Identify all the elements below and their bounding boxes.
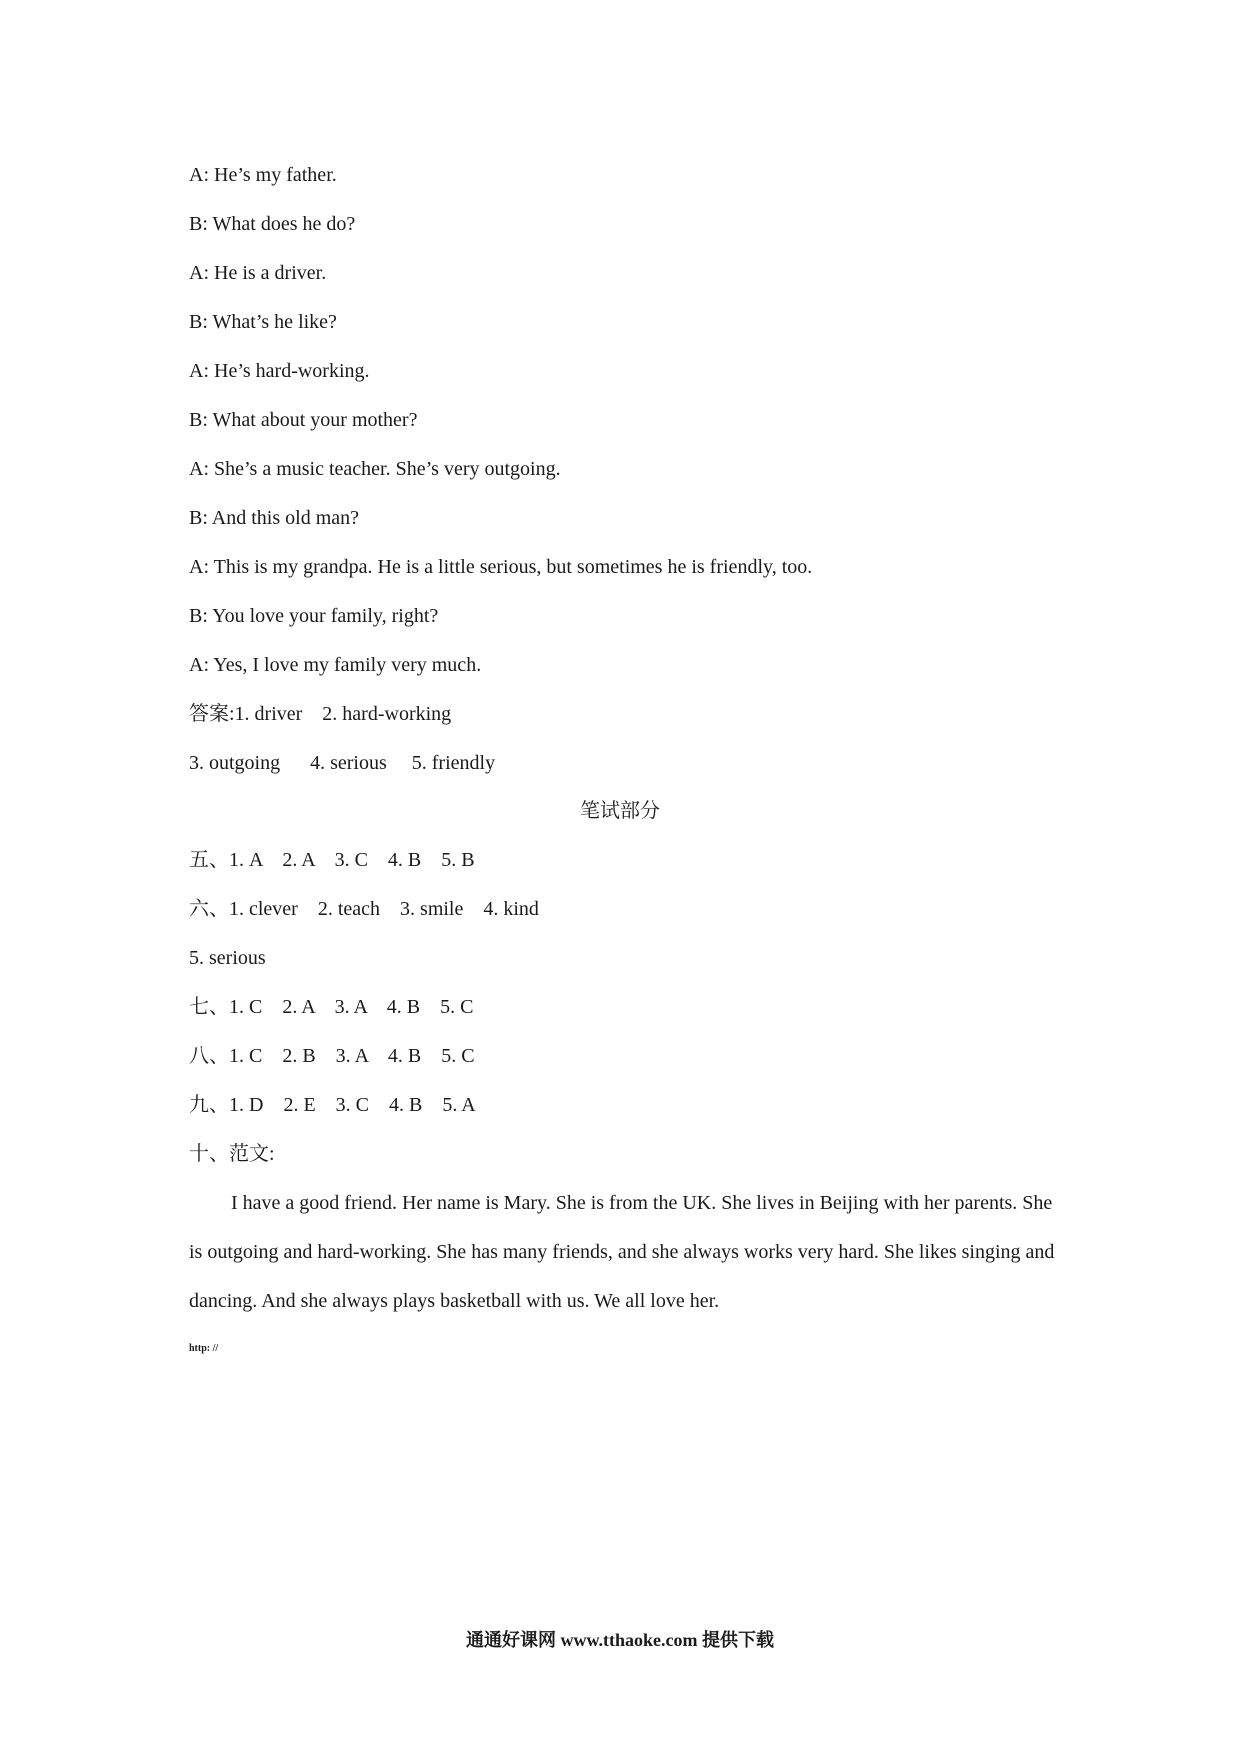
answer-row-9: 九、1. D 2. E 3. C 4. B 5. A <box>189 1094 476 1116</box>
dialogue-line-9: A: This is my grandpa. He is a little serious, but sometimes he is friendly, too. <box>189 556 813 578</box>
dialogue-line-1: A: He’s my father. <box>189 164 337 186</box>
answer-row-6-cont: 5. serious <box>189 947 266 969</box>
dialogue-line-8: B: And this old man? <box>189 507 359 529</box>
answer-row-10: 十、范文: <box>189 1143 275 1165</box>
answer-row-6: 六、1. clever 2. teach 3. smile 4. kind <box>189 898 539 920</box>
dialogue-line-10: B: You love your family, right? <box>189 605 439 627</box>
url-text: http: // <box>189 1343 219 1354</box>
answer-line-2: 3. outgoing 4. serious 5. friendly <box>189 752 496 774</box>
dialogue-line-7: A: She’s a music teacher. She’s very outgoing. <box>189 458 561 480</box>
section-title: 笔试部分 <box>580 800 660 822</box>
answer-row-7: 七、1. C 2. A 3. A 4. B 5. C <box>189 996 474 1018</box>
dialogue-line-3: A: He is a driver. <box>189 262 327 284</box>
answer-row-8: 八、1. C 2. B 3. A 4. B 5. C <box>189 1045 475 1067</box>
dialogue-line-11: A: Yes, I love my family very much. <box>189 654 482 676</box>
answer-row-5: 五、1. A 2. A 3. C 4. B 5. B <box>189 849 475 871</box>
dialogue-line-5: A: He’s hard-working. <box>189 360 370 382</box>
dialogue-line-6: B: What about your mother? <box>189 409 418 431</box>
dialogue-line-4: B: What’s he like? <box>189 311 337 333</box>
sample-essay: I have a good friend. Her name is Mary. She is from the UK. She lives in Beijing with her parents. She is outgoing and hard-working. She has many friends, and she always works very hard. She likes singing and dancing. And she always plays basketball with us. We all love her. <box>189 1192 1055 1312</box>
dialogue-line-2: B: What does he do? <box>189 213 356 235</box>
footer-credit: 通通好课网 www.tthaoke.com 提供下载 <box>466 1630 774 1650</box>
answer-line-1: 答案:1. driver 2. hard-working <box>189 703 452 725</box>
